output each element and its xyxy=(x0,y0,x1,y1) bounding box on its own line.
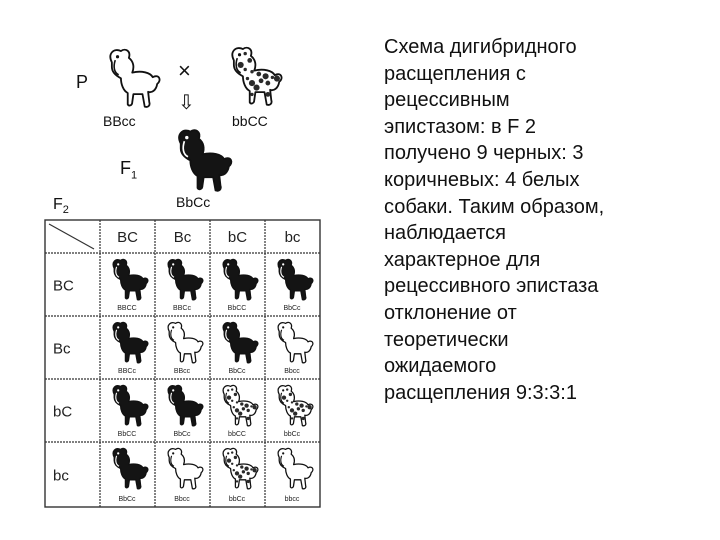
punnett-cell xyxy=(168,322,203,375)
offspring-dog xyxy=(223,259,258,299)
punnett-cell xyxy=(113,448,148,503)
cell-genotype-label: BbCc xyxy=(228,368,246,375)
punnett-cell xyxy=(223,322,258,375)
parent-right-dog xyxy=(232,48,281,105)
cell-genotype-label: Bbcc xyxy=(284,368,300,375)
cell-genotype-label: BbCc xyxy=(118,496,136,503)
corner-diagonal xyxy=(49,224,94,249)
punnett-cell xyxy=(223,448,258,503)
punnett-square xyxy=(45,220,320,507)
f2-generation-label: $F_2$ xyxy=(53,196,69,217)
caption-text: Схема дигибридного расщепления с рецессивным эпистазом: в F 2 получено 9 черных: 3 коричневых: 4 белых собаки. Таким образом, наблюдается характерное для рецессивного эпистаза отклонение от теоретически ожидаемого расщепления 9:3:3:1 xyxy=(384,36,605,404)
punnett-cell xyxy=(278,448,313,503)
column-gamete-label: bc xyxy=(284,229,301,246)
offspring-dog xyxy=(278,259,313,299)
cell-genotype-label: BBcc xyxy=(173,368,191,375)
punnett-cell xyxy=(113,259,148,312)
punnett-cell xyxy=(278,259,313,312)
cell-genotype-label: BBCC xyxy=(117,305,137,312)
cell-genotype-label: BbCc xyxy=(283,305,301,312)
offspring-dog xyxy=(278,448,313,488)
row-gamete-label: Bc xyxy=(53,340,71,358)
cell-genotype-label: bbCc xyxy=(283,431,301,438)
f1-genotype: BbCc xyxy=(176,194,211,210)
cell-genotype-label: BBCc xyxy=(173,305,191,312)
cell-genotype-label: BbCc xyxy=(173,431,191,438)
punnett-cell xyxy=(168,259,203,312)
punnett-cell xyxy=(278,322,313,375)
cross-symbol: × xyxy=(178,58,191,83)
punnett-cell xyxy=(278,385,313,438)
punnett-cell xyxy=(168,385,203,438)
offspring-dog xyxy=(168,322,203,362)
offspring-dog xyxy=(113,385,148,425)
offspring-dog xyxy=(113,322,148,362)
punnett-cell xyxy=(168,448,203,503)
row-gamete-label: BC xyxy=(53,277,74,295)
column-gamete-label: BC xyxy=(117,229,138,246)
offspring-dog xyxy=(223,385,258,425)
cell-genotype-label: BBCc xyxy=(118,368,136,375)
punnett-cell xyxy=(223,259,258,312)
down-arrow-icon: ⇩ xyxy=(178,92,195,114)
offspring-dog xyxy=(168,259,203,299)
offspring-dog xyxy=(278,322,313,362)
parent-right-genotype: bbCC xyxy=(232,113,268,129)
row-gamete-label: bc xyxy=(53,467,69,485)
punnett-cell xyxy=(113,322,148,375)
cell-genotype-label: bbcc xyxy=(284,496,300,503)
cell-genotype-label: BbCC xyxy=(117,431,137,438)
cell-genotype-label: BbCC xyxy=(227,305,247,312)
offspring-dog xyxy=(223,322,258,362)
offspring-dog xyxy=(278,385,313,425)
punnett-cell xyxy=(113,385,148,438)
offspring-dog xyxy=(113,259,148,299)
punnett-cell xyxy=(223,385,258,438)
cell-genotype-label: bbCc xyxy=(228,496,246,503)
column-gamete-label: Bc xyxy=(173,229,192,246)
p-generation-label: P xyxy=(76,72,89,92)
cell-genotype-label: Bbcc xyxy=(174,496,190,503)
offspring-dog xyxy=(168,385,203,425)
cell-genotype-label: bbCC xyxy=(228,431,246,438)
parent-left-dog xyxy=(110,50,159,107)
offspring-dog xyxy=(168,448,203,488)
f1-dog xyxy=(179,130,231,191)
offspring-dog xyxy=(113,448,148,488)
offspring-dog xyxy=(223,448,258,488)
row-gamete-label: bC xyxy=(53,403,73,421)
f1-generation-label: $F_1$ xyxy=(120,158,138,182)
column-gamete-label: bC xyxy=(227,229,248,246)
parent-left-genotype: BBcc xyxy=(103,113,136,129)
